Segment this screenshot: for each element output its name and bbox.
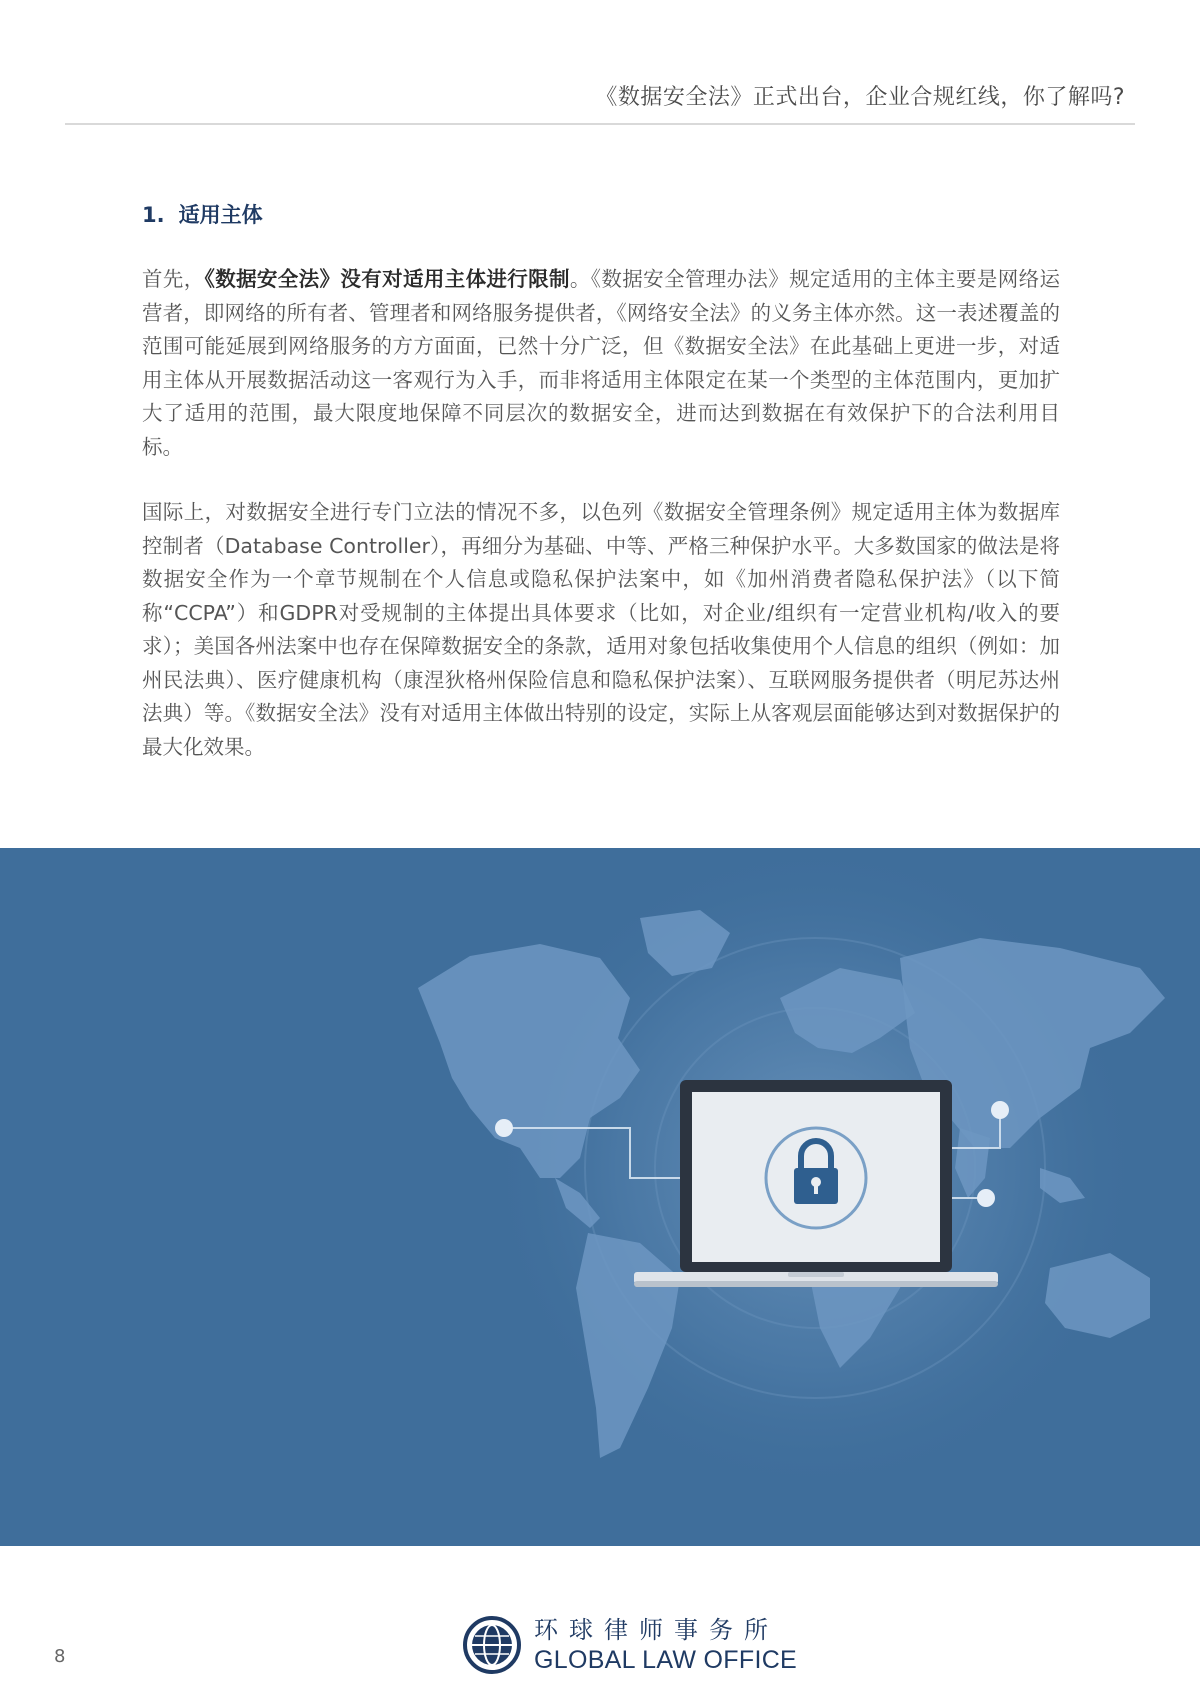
running-header-title: 《数据安全法》正式出台，企业合规红线，你了解吗? — [595, 85, 1125, 110]
network-node — [495, 1119, 513, 1137]
global-law-office-logo — [462, 1615, 797, 1675]
section-heading — [142, 199, 263, 229]
body-paragraph-1 — [142, 263, 1060, 464]
paragraph-emphasis: 《数据安全法》没有对适用主体进行限制 — [204, 267, 570, 291]
section-number: 1. — [142, 203, 165, 227]
network-node — [977, 1189, 995, 1207]
cybersecurity-illustration — [0, 848, 1200, 1546]
paragraph-rest: 。《数据安全管理办法》规定适用的主体主要是网络运营者，即网络的所有者、管理者和网络服务提供者，《网络安全法》的义务主体亦然。这一表述覆盖的范围可能延展到网络服务的方方面面，已然十分广泛，但《数据安全法》在此基础上更进一步，对适用主体从开展数据活动这一客观行为入手，而非将适用主体限定在某一个类型的主体范围内，更加扩大了适用的范围，最大限度地保障不同层次的数据安全，进而达到数据在有效保护下的合法利用目标。 — [142, 267, 1061, 459]
network-node — [991, 1101, 1009, 1119]
body-paragraph-2: 国际上，对数据安全进行专门立法的情况不多，以色列《数据安全管理条例》规定适用主体为数据库控制者（Database Controller），再细分为基础、中等、严格三种保护水平。大多数国家的做法是将数据安全作为一个章节规制在个人信息或隐私保护法案中，如《加州消费者隐私保护法》（以下简称“CCPA”）和GDPR对受规制的主体提出具体要求（比如，对企业/组织有一定营业机构/收入的要求）；美国各州法案中也存在保障数据安全的条款，适用对象包括收集使用个人信息的组织（例如：加州民法典）、医疗健康机构（康涅狄格州保险信息和隐私保护法案）、互联网服务提供者（明尼苏达州法典）等。《数据安全法》没有对适用主体做出特别的设定，实际上从客观层面能够达到对数据保护的最大化效果。 — [142, 500, 1060, 759]
globe-icon — [462, 1615, 522, 1675]
logo-chinese-name: 环球律师事务所 — [534, 1616, 779, 1644]
logo-english-name: GLOBAL LAW OFFICE — [534, 1646, 798, 1674]
header-divider — [65, 123, 1135, 125]
paragraph-lead: 首先， — [142, 267, 205, 291]
page-number: 8 — [54, 1646, 66, 1667]
section-title: 适用主体 — [178, 203, 263, 227]
